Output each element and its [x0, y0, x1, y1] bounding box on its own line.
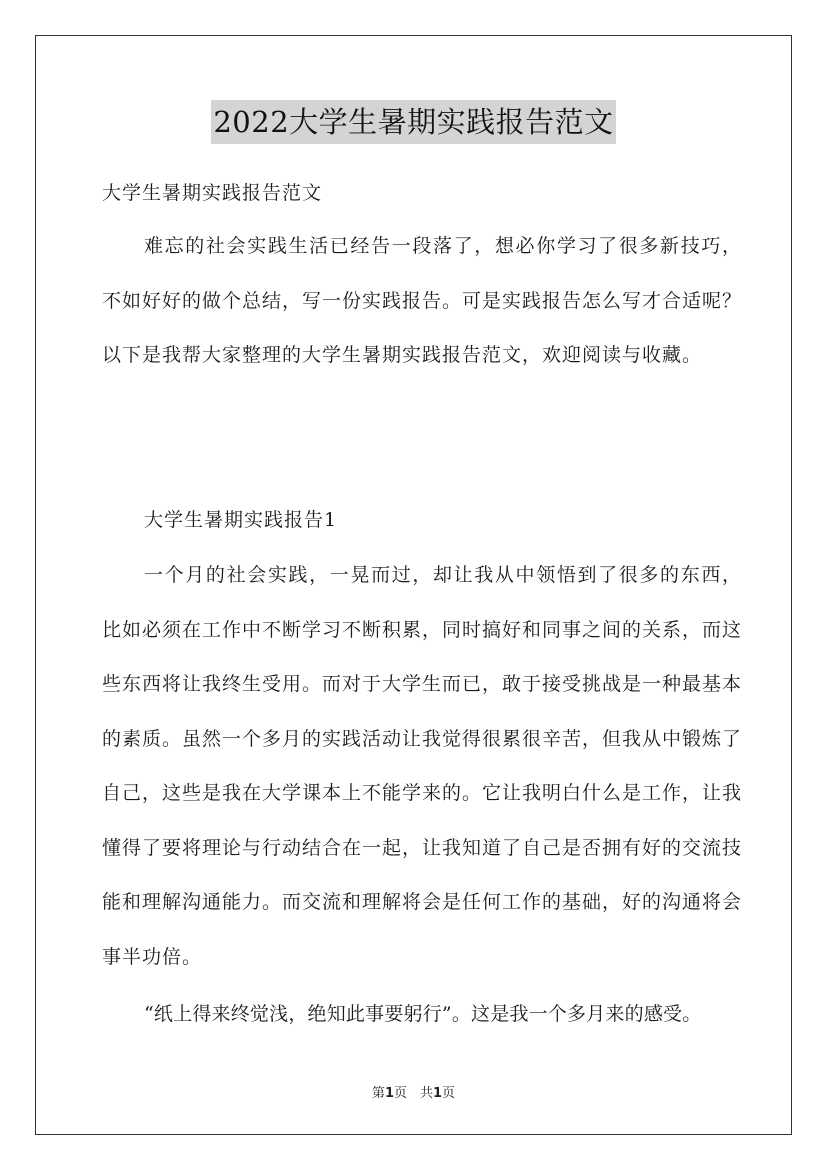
body-paragraph: 一个月的社会实践，一晃而过，却让我从中领悟到了很多的东西，比如必须在工作中不断学习不断积累，同时搞好和同事之间的关系，而这些东西将让我终生受用。而对于大学生而已，敢于接受挑战是一种最基本的素质。虽然一个多月的实践活动让我觉得很累很辛苦，但我从中锻炼了自己，这些是我在大学课本上不能学来的。它让我明白什么是工作，让我懂得了要将理论与行动结合在一起，让我知道了自己是否拥有好的交流技能和理解沟通能力。而交流和理解将会是任何工作的基础，好的沟通将会事半功倍。: [102, 564, 743, 968]
footer-page-mid: 页 共: [393, 1086, 433, 1101]
title-container: [0, 100, 827, 144]
quote-paragraph: “纸上得来终觉浅，绝知此事要躬行”。这是我一个多月来的感受。: [144, 1003, 702, 1025]
document-subtitle: 大学生暑期实践报告范文: [102, 182, 323, 204]
footer-page-total: 1: [433, 1086, 443, 1101]
footer-page-suffix: 页: [442, 1086, 456, 1101]
document-title: 2022大学生暑期实践报告范文: [211, 100, 615, 144]
footer-page-prefix: 第: [371, 1086, 385, 1101]
intro-paragraph: 难忘的社会实践生活已经告一段落了，想必你学习了很多新技巧，不如好好的做个总结，写一份实践报告。可是实践报告怎么写才合适呢？以下是我帮大家整理的大学生暑期实践报告范文，欢迎阅读与收藏。: [102, 235, 743, 366]
footer-page-current: 1: [384, 1086, 394, 1101]
page-footer: [0, 1082, 827, 1101]
section-heading: 大学生暑期实践报告1: [144, 509, 338, 531]
